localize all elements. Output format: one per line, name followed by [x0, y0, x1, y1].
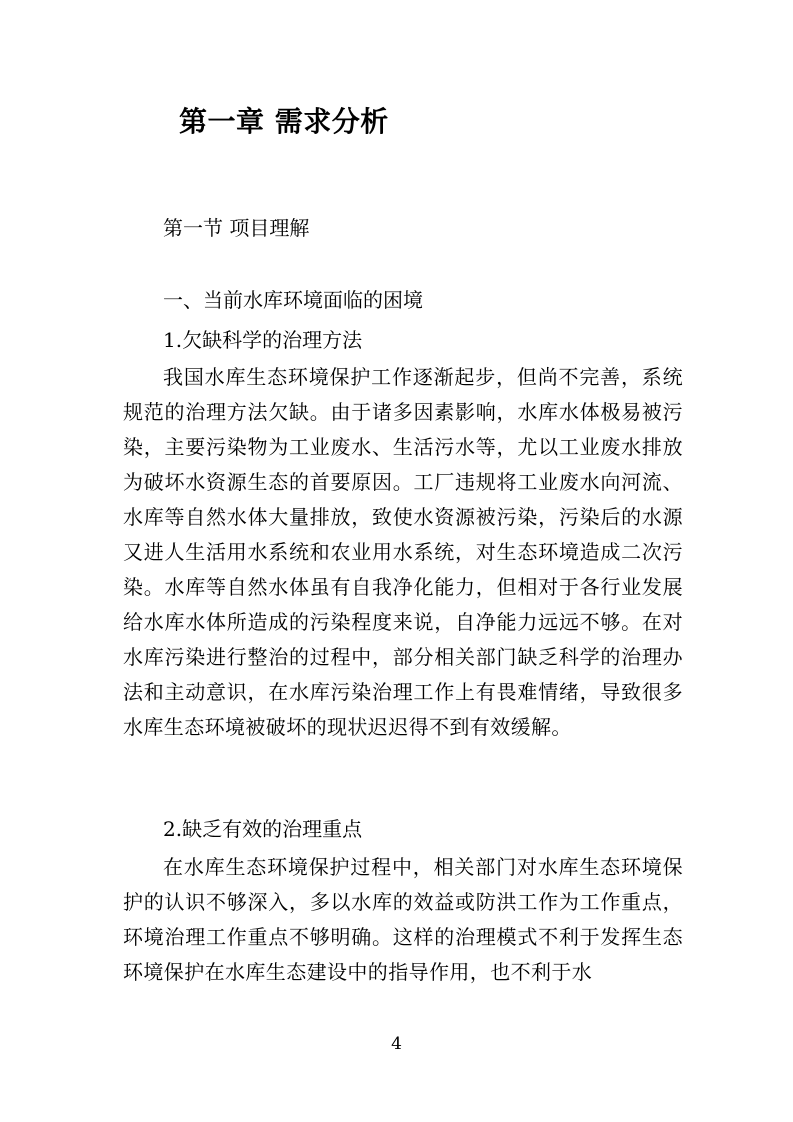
page-number: 4 — [391, 1034, 402, 1054]
section-title: 第一节 项目理解 — [163, 216, 310, 240]
subsection-heading: 一、当前水库环境面临的困境 — [163, 288, 423, 312]
item-1-paragraph: 我国水库生态环境保护工作逐渐起步，但尚不完善，系统规范的治理方法欠缺。由于诸多因素影响，水库水体极易被污染，主要污染物为工业废水、生活污水等，尤以工业废水排放为破坏水资源生态的首要原因。工厂违规将工业废水向河流、水库等自然水体大量排放，致使水资源被污染，污染后的水源又进人生活用水系统和农业用水系统，对生态环境造成二次污染。水库等自然水体虽有自我净化能力，但相对于各行业发展给水库水体所造成的污染程度来说，自净能力远远不够。在对水库污染进行整治的过程中，部分相关部门缺乏科学的治理办法和主动意识，在水库污染治理工作上有畏难情绪，导致很多水库生态环境被破坏的现状迟迟得不到有效缓解。 — [123, 365, 683, 739]
item-2-paragraph: 在水库生态环境保护过程中，相关部门对水库生态环境保护的认识不够深入，多以水库的效益或防洪工作为工作重点，环境治理工作重点不够明确。这样的治理模式不利于发挥生态环境保护在水库生态建设中的指导作用，也不利于水 — [123, 855, 683, 984]
item-2-heading: 2.缺乏有效的治理重点 — [163, 817, 363, 841]
chapter-title: 第一章 需求分析 — [179, 105, 389, 138]
item-1-heading: 1.欠缺科学的治理方法 — [163, 328, 363, 352]
